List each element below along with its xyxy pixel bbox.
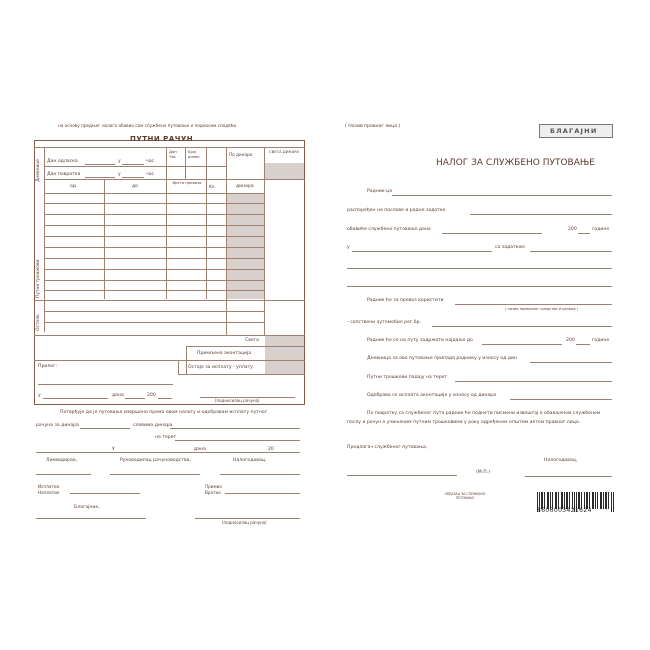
cashier-badge: БЛАГАЈНИ — [539, 124, 613, 138]
bill-signature: (подносилац рачуна) — [215, 398, 260, 403]
confirm-text: Потврђује да је путовање извршено према овом налогу и одобравам исплату путног — [60, 410, 268, 415]
company-label: ( Назив правног лица ) — [345, 124, 401, 129]
col-hour: Час — [169, 154, 177, 159]
sum-label: Свега — [245, 338, 259, 343]
col-day: Дан — [169, 149, 177, 154]
proposer-label: Предлагач службеног путовања, — [347, 445, 428, 450]
received-label: Примио Вратио — [205, 484, 222, 495]
col-per-diem: По динара — [229, 152, 253, 157]
return-label: Дан повратка — [47, 172, 81, 177]
signature-2: (подносилац рачуна) — [222, 520, 267, 525]
orderer-label: Налогодавац, — [233, 458, 267, 463]
col-daily: Број дневн. — [188, 150, 201, 159]
bill-title: ПУТНИ РАЧУН — [130, 135, 194, 143]
order-orderer-label: Налогодавац, — [544, 458, 578, 463]
side-label-other: Остало — [36, 314, 41, 331]
barcode — [537, 492, 615, 514]
paid-label: Исплатио Наплатио — [38, 484, 60, 495]
side-label-travel: Путни трошкови — [36, 259, 41, 298]
barcode-number: 8606003421624 — [537, 507, 592, 514]
to-pay-label: Остаје за исплату - уплату — [188, 365, 254, 370]
accountant-label: Ликвидирао, — [46, 458, 78, 463]
order-title: НАЛОГ ЗА СЛУЖБЕНО ПУТОВАЊЕ — [436, 158, 595, 168]
attachments-label: Прилог: — [38, 364, 58, 369]
intro-text: на основу предњег налога обавио сам службено путовање и подносим следећи — [58, 123, 237, 128]
return-paragraph: По повратку са службеног пута радник ће поднети писмени извештај о обављеном службеном послу и рачун о учињеним путним трошковима у року одређеном општим актом правног лица. — [347, 411, 601, 425]
advance-label: Примљена аконтација — [197, 351, 252, 356]
cashier-label: Благајник, — [74, 505, 100, 510]
stamp-place: (М.П.) — [476, 470, 490, 475]
col-total: СВЕГА ДИНАРА — [269, 149, 299, 154]
departure-label: Дан одласка — [47, 159, 78, 164]
head-accounting-label: Руководилац рачуноводства, — [120, 458, 191, 463]
side-label-daily: Дневнице — [36, 158, 41, 182]
